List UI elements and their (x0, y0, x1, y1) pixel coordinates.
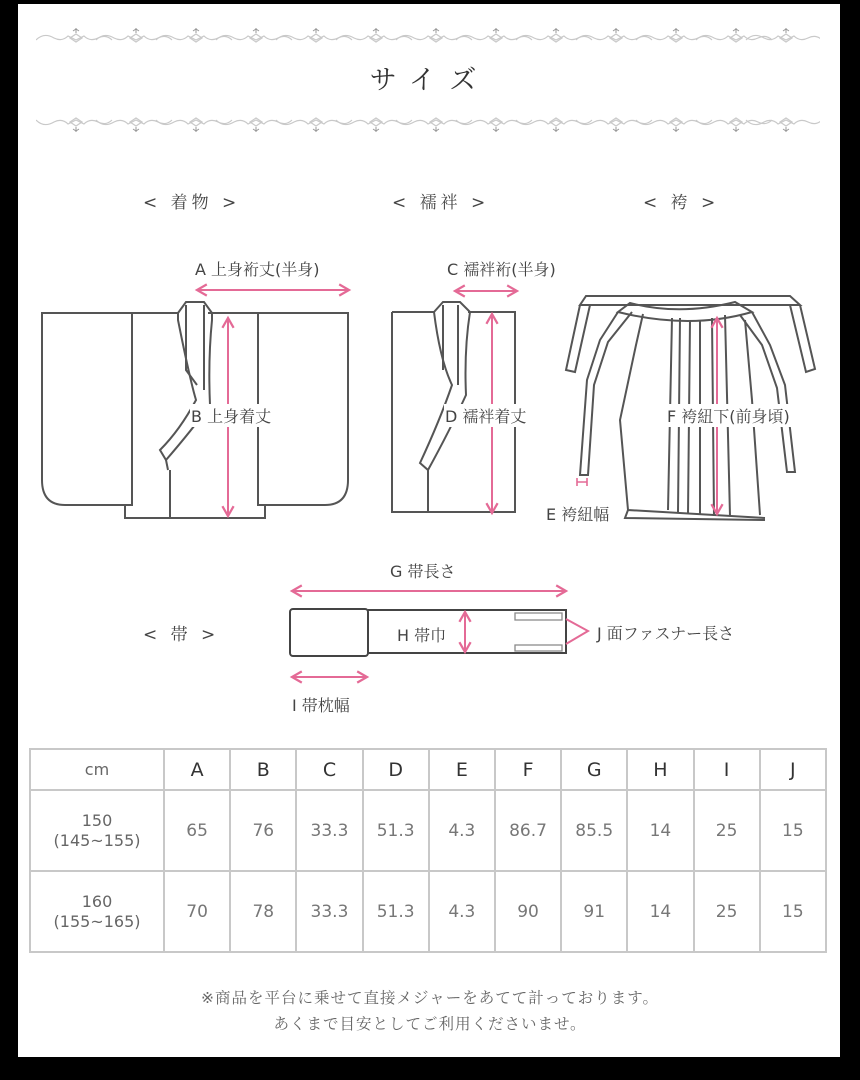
size-table (29, 748, 827, 953)
table-cell: 76 (230, 790, 296, 871)
table-cell: 90 (495, 871, 561, 952)
table-cell: 51.3 (363, 871, 429, 952)
table-col-header: J (760, 749, 826, 790)
section-obi: < 帯 > (143, 625, 220, 645)
table-cell: 65 (164, 790, 230, 871)
row-size-range: (145~155) (53, 830, 141, 850)
table-cell: 51.3 (363, 790, 429, 871)
table-row (30, 871, 826, 952)
table-col-header: D (363, 749, 429, 790)
table-row (30, 790, 826, 871)
table-cell: 4.3 (429, 871, 495, 952)
row-size: 160 (81, 891, 113, 911)
label-h: H 帯巾 (397, 626, 447, 645)
table-cell: 15 (760, 790, 826, 871)
page-title: サイズ (369, 65, 491, 96)
table-cell: 86.7 (495, 790, 561, 871)
table-unit-header: cm (30, 749, 164, 790)
table-col-header: G (561, 749, 627, 790)
table-cell: 14 (627, 790, 693, 871)
row-size-label (30, 790, 164, 871)
table-cell: 4.3 (429, 790, 495, 871)
table-cell: 15 (760, 871, 826, 952)
section-hakama: < 袴 > (643, 193, 720, 213)
table-header-row (30, 749, 826, 790)
measure-e (577, 478, 587, 486)
table-cell: 70 (164, 871, 230, 952)
table-col-header: F (495, 749, 561, 790)
note-measurement: ※商品を平台に乗せて直接メジャーをあてて計っております。 (201, 989, 659, 1007)
note-guideline: あくまで目安としてご利用くださいませ。 (273, 1015, 587, 1033)
label-d: D 襦袢着丈 (444, 404, 527, 427)
table-col-header: E (429, 749, 495, 790)
section-kimono: < 着物 > (143, 193, 241, 213)
row-size-range: (155~165) (53, 911, 141, 931)
label-a: A 上身裄丈(半身) (195, 260, 320, 279)
table-col-header: A (164, 749, 230, 790)
label-e: E 袴紐幅 (546, 505, 610, 524)
label-b: B 上身着丈 (190, 404, 272, 427)
label-c: C 襦袢裄(半身) (447, 260, 556, 279)
table-cell: 91 (561, 871, 627, 952)
table-cell: 85.5 (561, 790, 627, 871)
table-cell: 25 (694, 871, 760, 952)
table-cell: 33.3 (296, 790, 362, 871)
row-size-label (30, 871, 164, 952)
row-size: 150 (81, 810, 113, 830)
table-col-header: C (296, 749, 362, 790)
table-cell: 25 (694, 790, 760, 871)
section-juban: < 襦袢 > (392, 193, 490, 213)
table-cell: 14 (627, 871, 693, 952)
table-col-header: B (230, 749, 296, 790)
table-cell: 33.3 (296, 871, 362, 952)
table-col-header: H (627, 749, 693, 790)
label-i: I 帯枕幅 (292, 696, 350, 715)
label-g: G 帯長さ (390, 562, 456, 581)
measure-j (566, 619, 588, 644)
table-cell: 78 (230, 871, 296, 952)
table-col-header: I (694, 749, 760, 790)
label-j: J 面ファスナー長さ (597, 624, 735, 643)
label-f: F 袴紐下(前身頃) (666, 404, 791, 427)
